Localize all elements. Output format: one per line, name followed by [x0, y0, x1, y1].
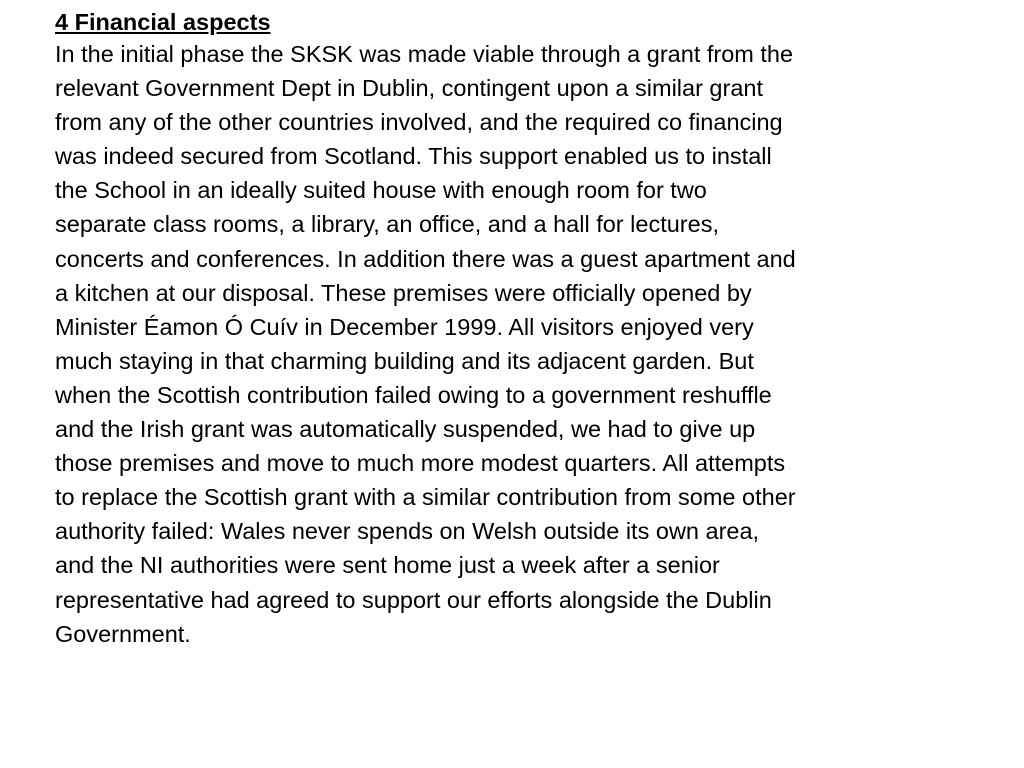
paragraph-line: a kitchen at our disposal. These premises were officially opened by — [55, 279, 752, 306]
paragraph-line: Government. — [55, 620, 191, 647]
section-heading: 4 Financial aspects — [55, 9, 271, 35]
paragraph-line: to replace the Scottish grant with a similar contribution from some other — [55, 484, 796, 511]
paragraph-line: authority failed: Wales never spends on Welsh outside its own area, — [55, 518, 760, 545]
document-slide — [55, 8, 965, 651]
paragraph-line: the School in an ideally suited house with enough room for two — [55, 177, 707, 204]
paragraph-line: relevant Government Dept in Dublin, contingent upon a similar grant — [55, 75, 763, 102]
paragraph-line: concerts and conferences. In addition there was a guest apartment and — [55, 245, 796, 272]
paragraph-line: representative had agreed to support our efforts alongside the Dublin — [55, 586, 772, 613]
paragraph-line: In the initial phase the SKSK was made viable through a grant from the — [55, 41, 794, 67]
paragraph-line: separate class rooms, a library, an office, and a hall for lectures, — [55, 211, 719, 238]
body-paragraph — [55, 37, 965, 651]
paragraph-line: when the Scottish contribution failed owing to a government reshuffle — [55, 381, 772, 408]
paragraph-line: and the NI authorities were sent home just a week after a senior — [55, 552, 720, 579]
paragraph-line: and the Irish grant was automatically suspended, we had to give up — [55, 416, 756, 443]
paragraph-line: was indeed secured from Scotland. This support enabled us to install — [55, 143, 772, 170]
paragraph-line: those premises and move to much more modest quarters. All attempts — [55, 450, 786, 477]
paragraph-line: Minister Éamon Ó Cuív in December 1999. All visitors enjoyed very — [55, 313, 754, 340]
paragraph-line: from any of the other countries involved, and the required co financing — [55, 109, 783, 136]
paragraph-line: much staying in that charming building and its adjacent garden. But — [55, 347, 754, 374]
